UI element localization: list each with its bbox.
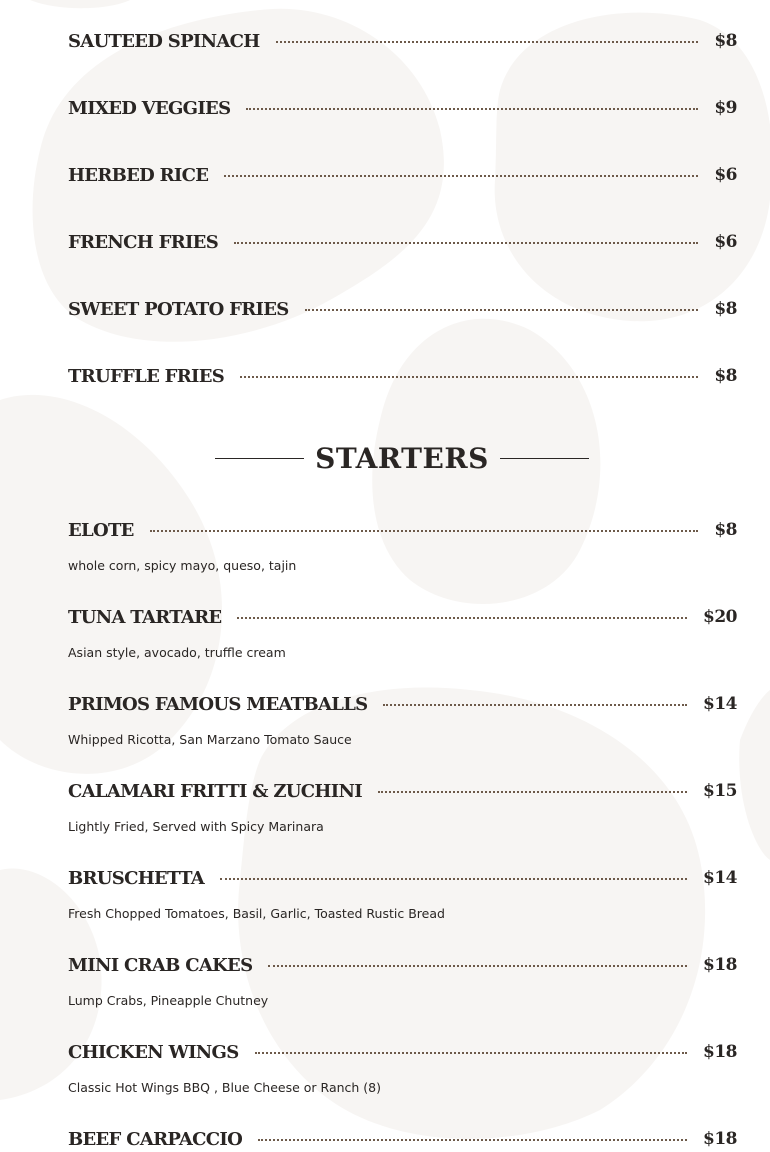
item-name: BEEF CARPACCIO — [68, 1128, 243, 1150]
item-price: $8 — [714, 520, 737, 540]
item-description: Whipped Ricotta, San Marzano Tomato Sauce — [68, 732, 352, 747]
item-description: Lightly Fried, Served with Spicy Marinara — [68, 819, 324, 834]
item-name: SAUTEED SPINACH — [68, 30, 260, 52]
menu-item-bruschetta — [68, 865, 737, 891]
dotted-leader — [234, 242, 698, 244]
menu-item-mixed-veggies — [68, 95, 737, 121]
item-name: HERBED RICE — [68, 164, 209, 186]
dotted-leader — [255, 1052, 687, 1054]
item-price: $18 — [703, 955, 737, 975]
dotted-leader — [258, 1139, 687, 1141]
item-name: BRUSCHETTA — [68, 867, 205, 889]
menu-item-calamari-fritti-zuchini — [68, 778, 737, 804]
dotted-leader — [246, 108, 698, 110]
item-price: $6 — [714, 232, 737, 252]
item-price: $14 — [703, 868, 737, 888]
item-price: $8 — [714, 31, 737, 51]
item-name: SWEET POTATO FRIES — [68, 298, 289, 320]
menu-item-beef-carpaccio — [68, 1126, 737, 1152]
item-name: TRUFFLE FRIES — [68, 365, 225, 387]
item-price: $8 — [714, 299, 737, 319]
menu-item-herbed-rice — [68, 162, 737, 188]
dotted-leader — [220, 878, 687, 880]
dotted-leader — [268, 965, 687, 967]
item-name: MINI CRAB CAKES — [68, 954, 253, 976]
item-name: CHICKEN WINGS — [68, 1041, 239, 1063]
dotted-leader — [276, 41, 699, 43]
section-heading-starters — [215, 440, 589, 476]
dotted-leader — [224, 175, 698, 177]
menu-item-elote — [68, 517, 737, 543]
item-description: Fresh Chopped Tomatoes, Basil, Garlic, Toasted Rustic Bread — [68, 906, 445, 921]
item-description: Asian style, avocado, truffle cream — [68, 645, 286, 660]
item-price: $9 — [714, 98, 737, 118]
menu-item-truffle-fries — [68, 363, 737, 389]
item-price: $18 — [703, 1042, 737, 1062]
item-description: Classic Hot Wings BBQ , Blue Cheese or Ranch (8) — [68, 1080, 382, 1095]
menu-item-primos-famous-meatballs — [68, 691, 737, 717]
section-title: STARTERS — [315, 441, 489, 475]
item-name: FRENCH FRIES — [68, 231, 218, 253]
item-price: $18 — [703, 1129, 737, 1149]
heading-rule-left — [215, 458, 304, 459]
heading-rule-right — [500, 458, 589, 459]
menu-item-chicken-wings — [68, 1039, 737, 1065]
dotted-leader — [305, 309, 699, 311]
item-name: TUNA TARTARE — [68, 606, 222, 628]
menu-item-french-fries — [68, 229, 737, 255]
dotted-leader — [150, 530, 699, 532]
item-price: $8 — [714, 366, 737, 386]
item-price: $15 — [703, 781, 737, 801]
item-description: Lump Crabs, Pineapple Chutney — [68, 993, 269, 1008]
item-description: whole corn, spicy mayo, queso, tajin — [68, 558, 297, 573]
menu-item-sauteed-spinach — [68, 28, 737, 54]
item-name: ELOTE — [68, 519, 134, 541]
item-price: $14 — [703, 694, 737, 714]
item-name: CALAMARI FRITTI & ZUCHINI — [68, 780, 362, 802]
item-name: PRIMOS FAMOUS MEATBALLS — [68, 693, 368, 715]
item-price: $6 — [714, 165, 737, 185]
menu-item-sweet-potato-fries — [68, 296, 737, 322]
menu-item-tuna-tartare — [68, 604, 737, 630]
dotted-leader — [240, 376, 698, 378]
item-price: $20 — [703, 607, 737, 627]
menu-item-mini-crab-cakes — [68, 952, 737, 978]
dotted-leader — [237, 617, 687, 619]
dotted-leader — [378, 791, 687, 793]
item-name: MIXED VEGGIES — [68, 97, 231, 119]
dotted-leader — [383, 704, 687, 706]
